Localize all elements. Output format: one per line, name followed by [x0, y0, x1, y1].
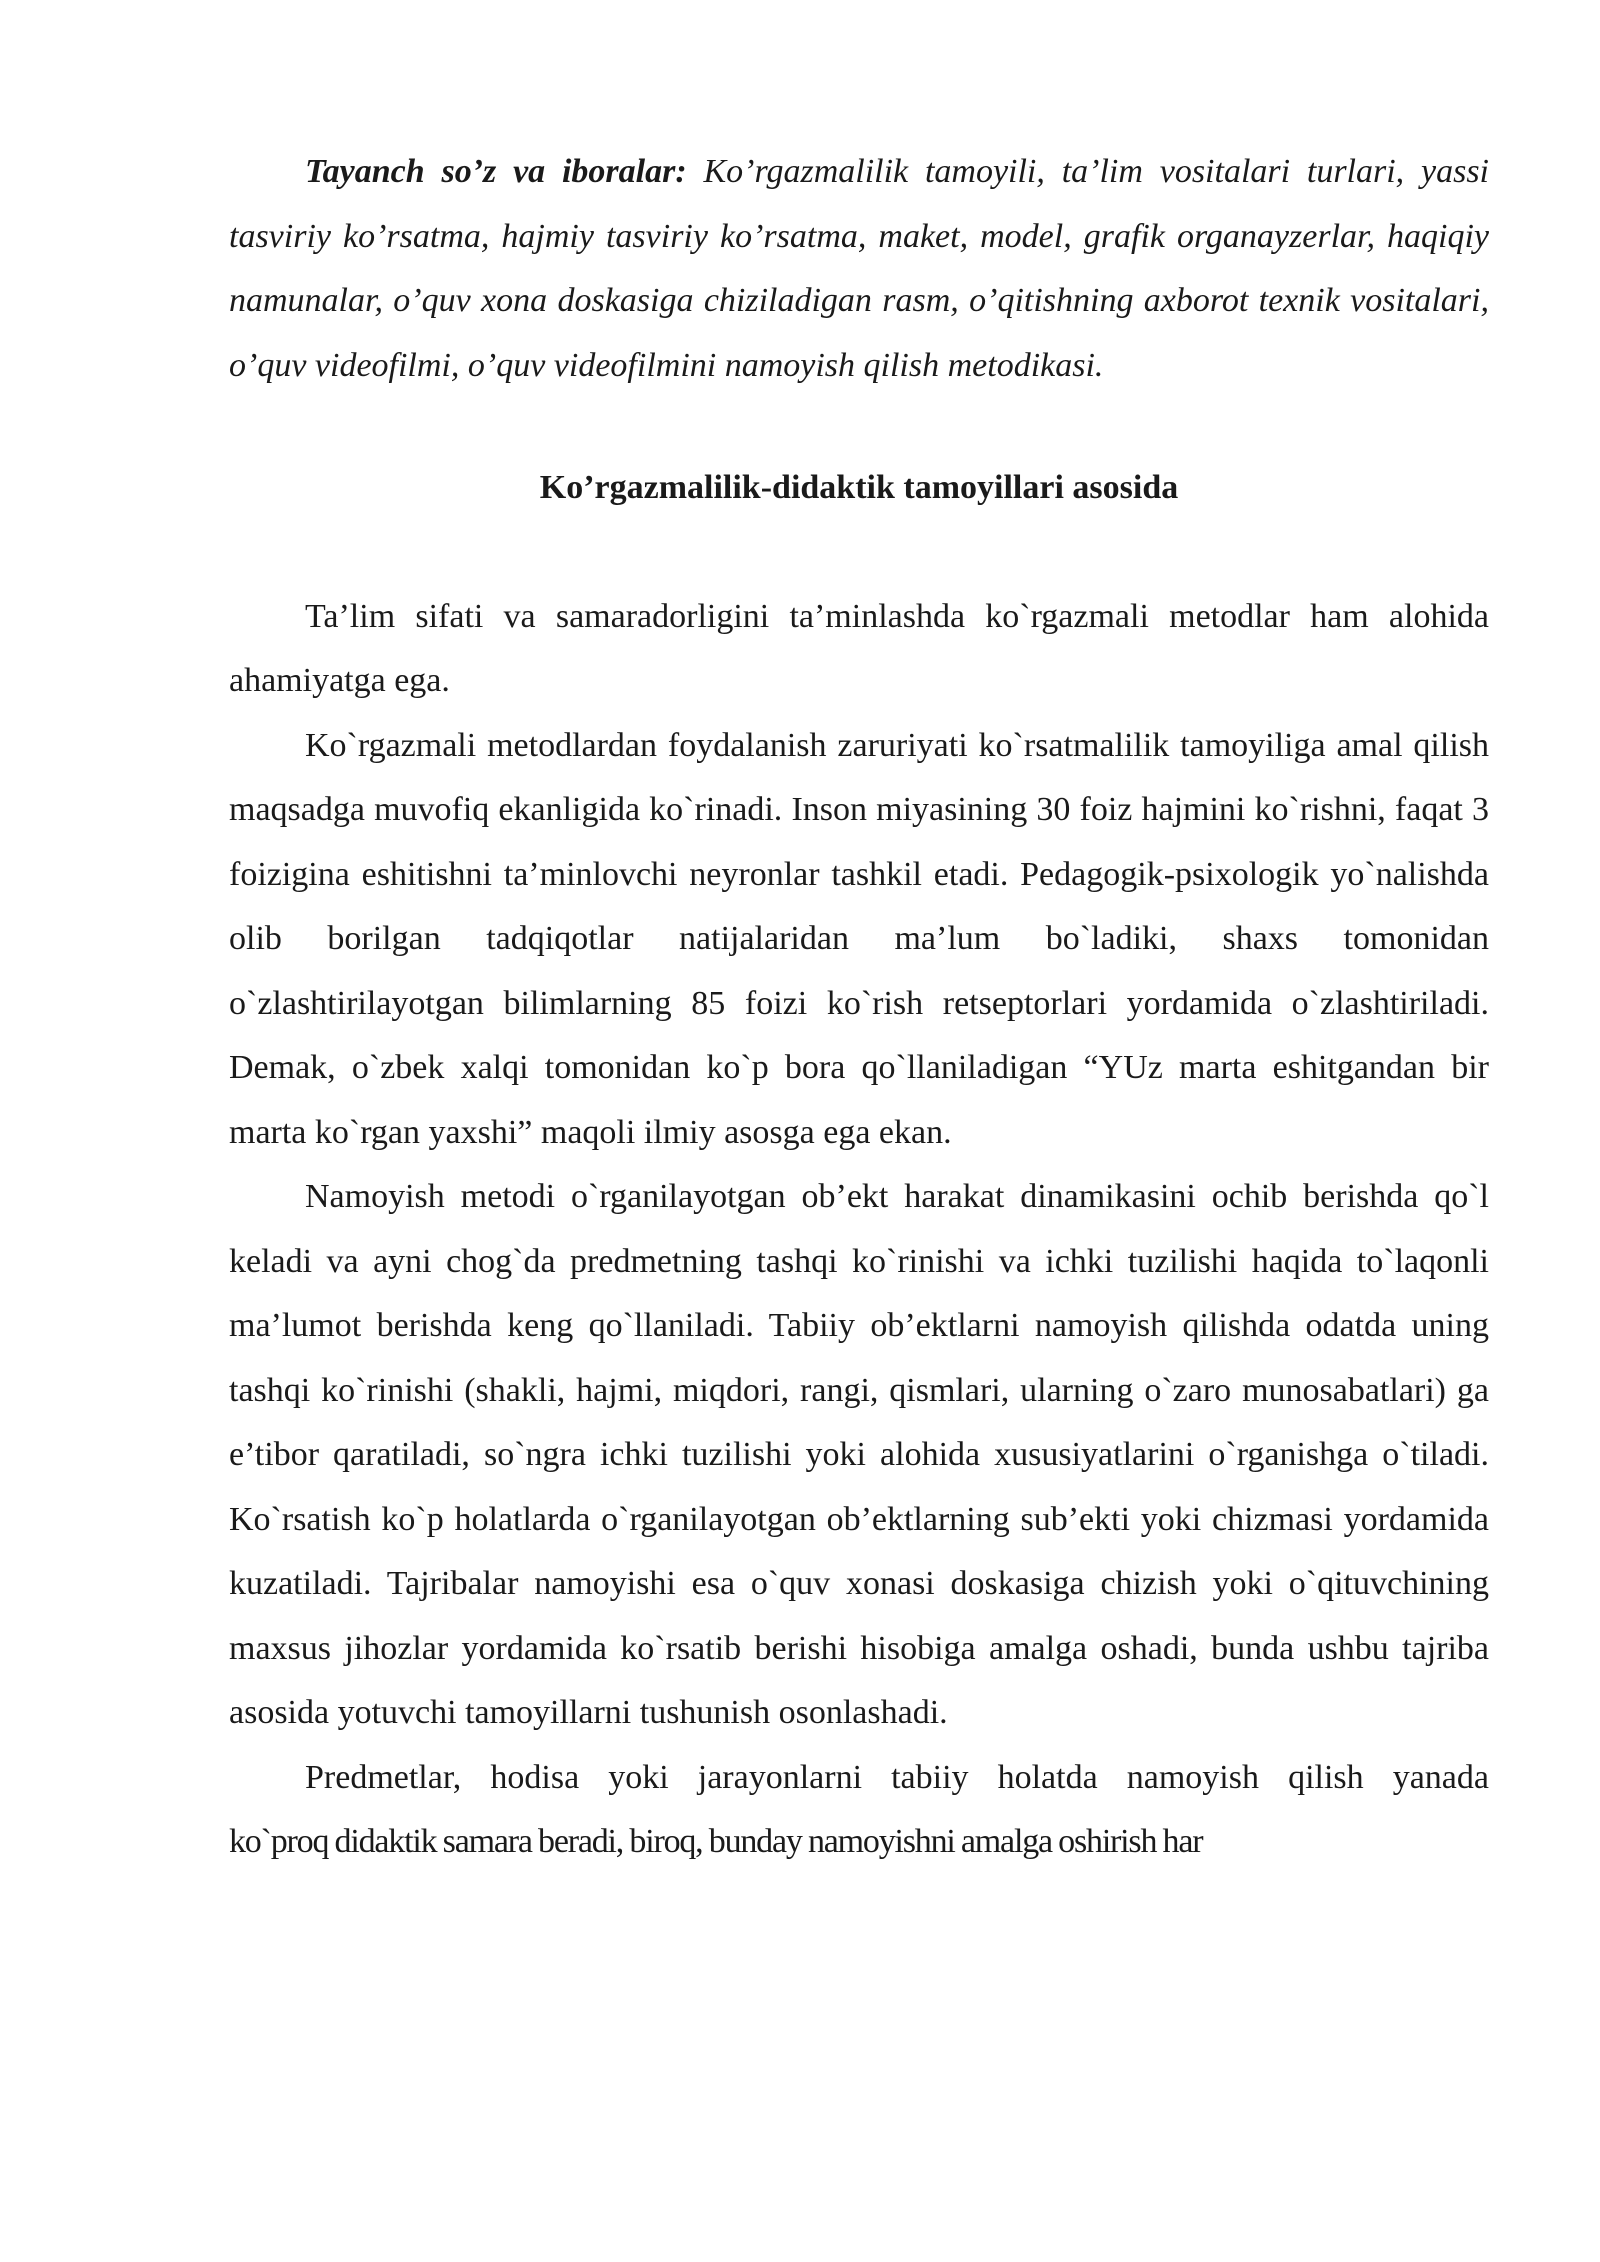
keywords-paragraph — [229, 140, 1489, 398]
paragraph-4-continuation: ko`proq didaktik samara beradi, biroq, bunday namoyishni amalga oshirish har — [229, 1823, 1203, 1860]
paragraph-4: Predmetlar, hodisa yoki jarayonlarni tabiiy holatda namoyish qilish yanada — [305, 1758, 1489, 1796]
keywords-label: Tayanch so’z va iboralar: — [305, 153, 687, 190]
spacer — [229, 398, 1489, 456]
paragraph-2: Ko`rgazmali metodlardan foydalanish zaruriyati ko`rsatmalilik tamoyiliga amal qilish maqsadga muvofiq ekanligida ko`rinadi. Inson miyasining 30 foiz hajmini ko`rishni, faqat 3 foizigina eshitishni ta’minlovchi neyronlar tashkil etadi. Pedagogik-psixologik yo`nalishda olib borilgan tadqiqotlar natijalaridan ma’lum bo`ladiki, shaxs tomonidan o`zlashtirilayotgan bilimlarning 85 foizi ko`rish retseptorlari yordamida o`zlashtiriladi. Demak, o`zbek xalqi tomonidan ko`p bora qo`llaniladigan “YUz marta eshitgandan bir marta ko`rgan yaxshi” maqoli ilmiy asosga ega ekan. — [229, 726, 1489, 1151]
section-heading: Ko’rgazmalilik-didaktik tamoyillari asosida — [539, 469, 1179, 506]
keywords-text: Ko’rgazmalilik tamoyili, ta’lim vositalari turlari, yassi tasviriy ko’rsatma, hajmiy tasviriy ko’rsatma, maket, model, grafik organayzerlar, haqiqiy namunalar, o’quv xona doskasiga chiziladigan rasm, o’qitishning axborot texnik vositalari, o’quv videofilmi, o’quv videofilmini namoyish qilish metodikasi. — [229, 153, 1490, 384]
paragraph-3: Namoyish metodi o`rganilayotgan ob’ekt harakat dinamikasini ochib berishda qo`l keladi va ayni chog`da predmetning tashqi ko`rinishi va ichki tuzilishi haqida to`laqonli ma’lumot berishda keng qo`llaniladi. Tabiiy ob’ektlarni namoyish qilishda odatda uning tashqi ko`rinishi (shakli, hajmi, miqdori, rangi, qismlari, ularning o`zaro munosabatlari) ga e’tibor qaratiladi, so`ngra ichki tuzilishi yoki alohida xususiyatlarini o`rganishga o`tiladi. Ko`rsatish ko`p holatlarda o`rganilayotgan ob’ektlarning sub’ekti yoki chizmasi yordamida kuzatiladi. Tajribalar namoyishi esa o`quv xonasi doskasiga chizish yoki o`qituvchining maxsus jihozlar yordamida ko`rsatib berishi hisobiga amalga oshadi, bunda ushbu tajriba asosida yotuvchi tamoyillarni tushunish osonlashadi. — [229, 1178, 1489, 1731]
spacer — [229, 521, 1489, 585]
document-page — [229, 140, 1489, 1875]
paragraph-1: Ta’lim sifati va samaradorligini ta’minlashda ko`rgazmali metodlar ham alohida ahamiyatga ega. — [229, 597, 1489, 699]
